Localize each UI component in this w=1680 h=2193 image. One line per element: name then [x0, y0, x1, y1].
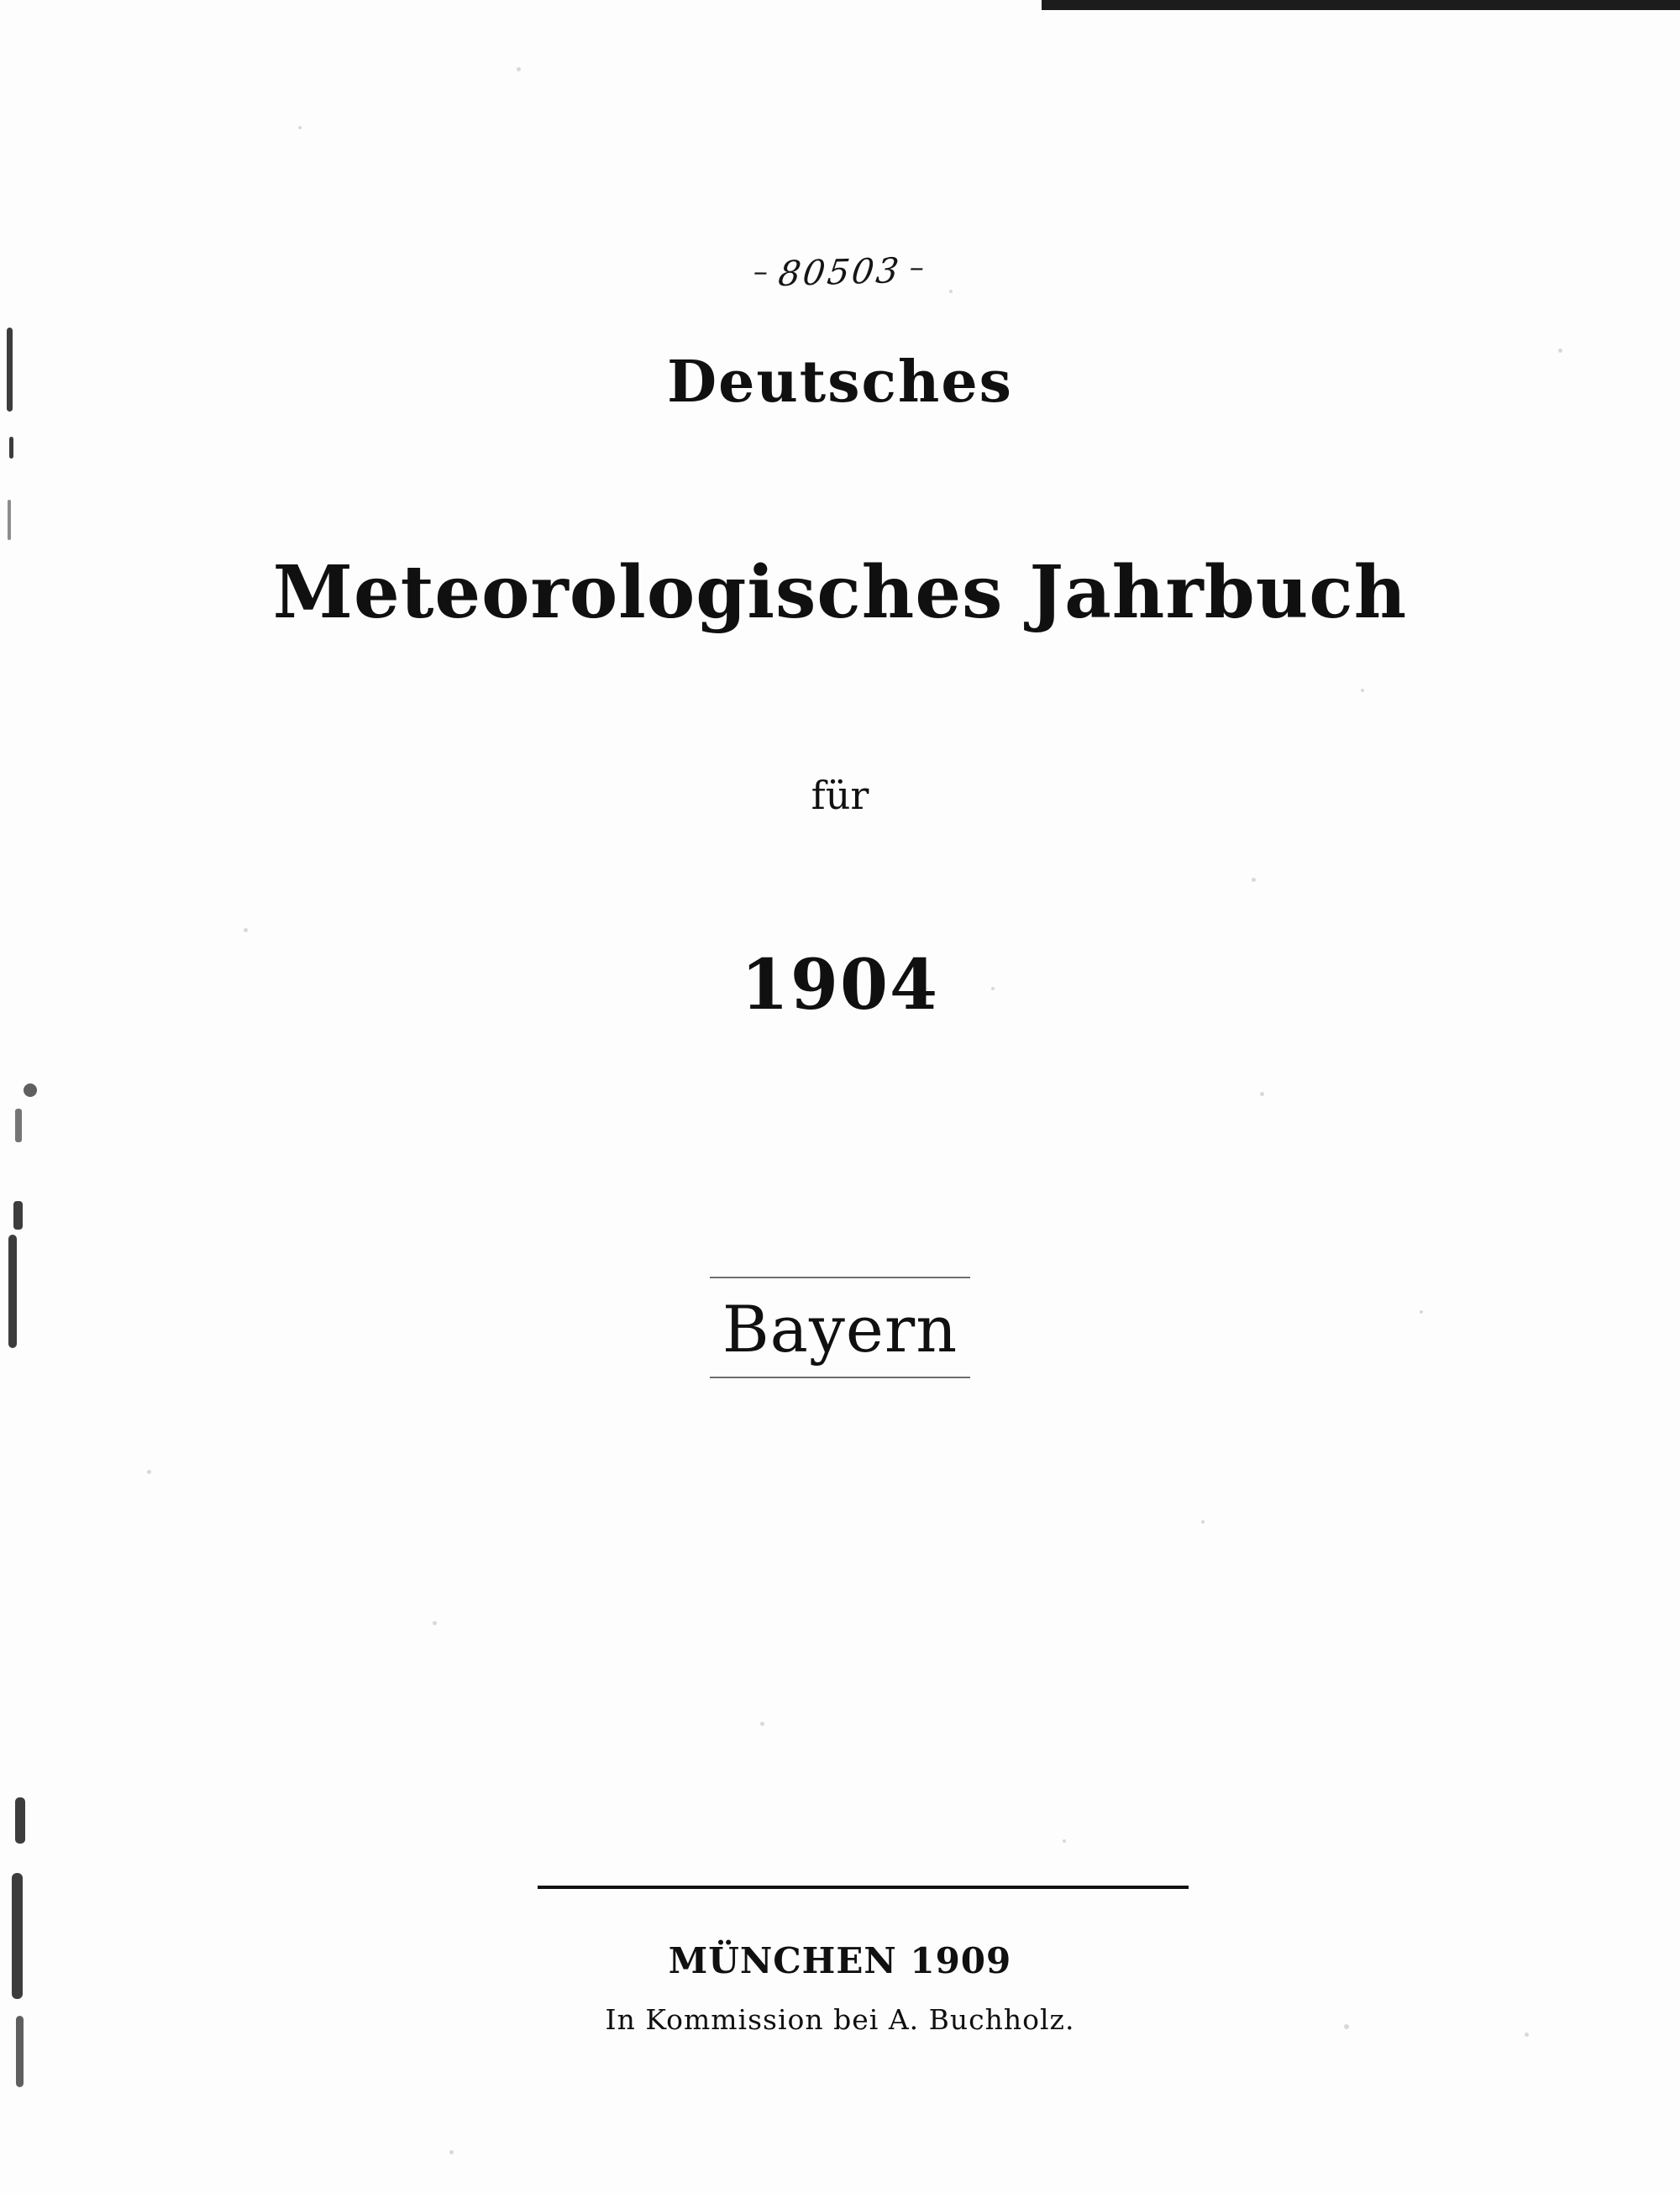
- handwritten-accession-number: [0, 228, 1680, 316]
- paper-speck: [147, 1470, 151, 1474]
- paper-speck: [949, 290, 953, 293]
- edge-artifact: [8, 500, 11, 540]
- edge-artifact: [24, 1083, 37, 1097]
- paper-speck: [433, 1621, 437, 1625]
- paper-speck: [1361, 689, 1364, 692]
- handwriting-dash-left: –: [753, 254, 771, 289]
- paper-speck: [1201, 1520, 1205, 1524]
- edge-artifact: [8, 1235, 17, 1348]
- title-connector-fuer: für: [811, 773, 869, 818]
- paper-speck: [244, 928, 248, 932]
- edge-artifact: [15, 1797, 25, 1844]
- paper-speck: [449, 2150, 454, 2154]
- imprint-commission: In Kommission bei A. Buchholz.: [605, 2003, 1075, 2036]
- paper-speck: [1063, 1839, 1066, 1843]
- paper-speck: [1420, 1310, 1423, 1314]
- region-block: [710, 1277, 970, 1378]
- title-year: 1904: [740, 945, 940, 1026]
- paper-speck: [1260, 1092, 1264, 1096]
- region-name: Bayern: [722, 1292, 958, 1367]
- edge-artifact: [15, 1109, 22, 1142]
- paper-speck: [1252, 878, 1256, 882]
- title-line-deutsches: Deutsches: [667, 349, 1013, 416]
- paper-speck: [517, 67, 521, 71]
- paper-speck: [298, 126, 302, 129]
- handwriting-number: 80503: [776, 249, 904, 295]
- imprint-rule: [538, 1886, 1189, 1889]
- paper-speck: [760, 1722, 764, 1726]
- scan-shadow-band: [1042, 0, 1680, 10]
- title-line-main: Meteorologisches Jahrbuch: [272, 550, 1408, 635]
- edge-artifact: [9, 437, 13, 459]
- region-rule-bottom: [710, 1377, 970, 1378]
- handwriting-dash-right: –: [909, 250, 927, 285]
- edge-artifact: [13, 1201, 23, 1230]
- imprint-city-year: MÜNCHEN 1909: [668, 1940, 1012, 1981]
